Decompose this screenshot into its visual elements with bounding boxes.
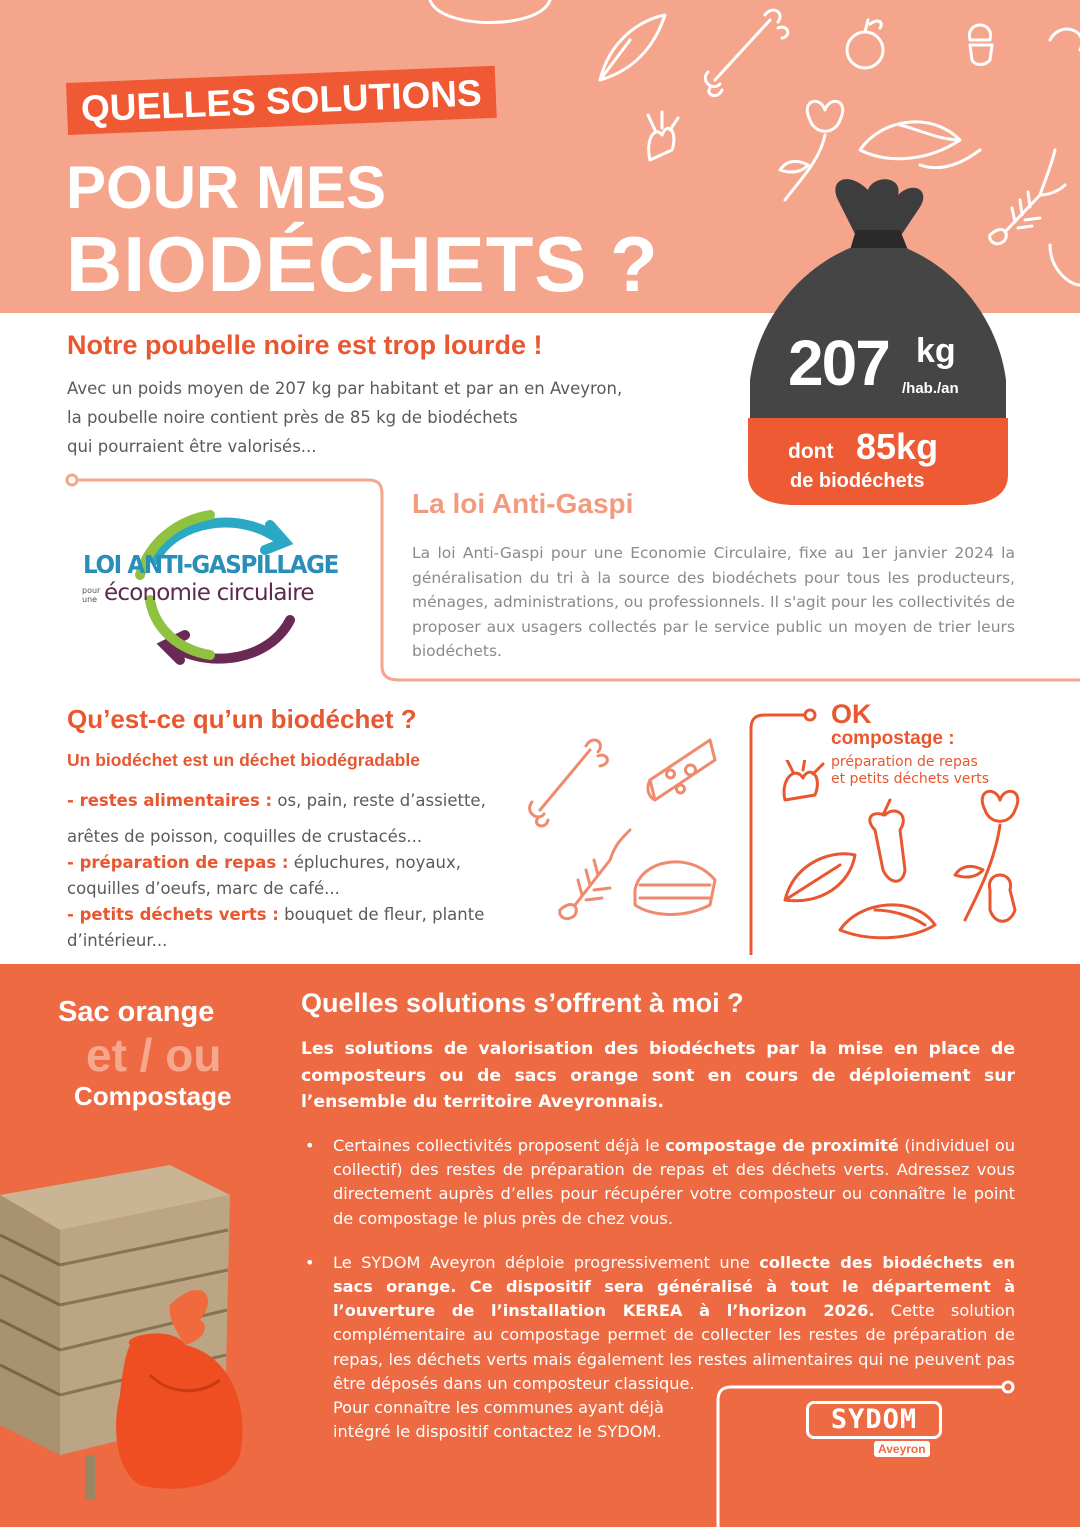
ok-line: préparation de repas (831, 754, 978, 770)
food-waste-icon (520, 720, 730, 930)
sydom-logo (806, 1401, 942, 1439)
bullet-dot-icon: • (305, 1136, 315, 1155)
poubelle-line: Avec un poids moyen de 207 kg par habitant et par an en Aveyron, (67, 379, 623, 398)
logo-pour-une (82, 586, 100, 604)
definition-item: coquilles d’oeufs, marc de café... (67, 879, 340, 898)
bullet-contact-line: intégré le dispositif contactez le SYDOM. (333, 1422, 662, 1442)
bullet-contact-line: Pour connaître les communes ayant déjà (333, 1398, 664, 1418)
sydom-sub: Aveyron (874, 1441, 930, 1457)
bullet-dot-icon: • (305, 1252, 315, 1272)
bag-sub-label: de biodéchets (790, 470, 925, 492)
poubelle-heading: Notre poubelle noire est trop lourde ! (67, 330, 543, 360)
sydom-name: SYDOM (830, 1404, 918, 1435)
law-heading: La loi Anti-Gaspi (412, 488, 634, 519)
definition-item: arêtes de poisson, coquilles de crustacés... (67, 827, 423, 846)
definition-item: - restes alimentaires : os, pain, reste d’assiette, (67, 791, 486, 810)
sidebar-line-2: et / ou (86, 1029, 222, 1081)
solutions-heading: Quelles solutions s’offrent à moi ? (301, 988, 744, 1018)
definition-heading: Qu’est-ce qu’un biodéchet ? (67, 704, 417, 734)
bag-dont: dont (788, 440, 834, 463)
bag-sub-value: 85kg (856, 426, 939, 467)
ok-line: et petits déchets verts (831, 771, 990, 787)
poubelle-line: la poubelle noire contient près de 85 kg de biodéchets (67, 408, 518, 427)
logo-pour: pour (82, 586, 101, 595)
trash-bag-graphic (738, 170, 1018, 515)
definition-item: - petits déchets verts : bouquet de fleur, plante (67, 905, 485, 924)
law-text: La loi Anti-Gaspi pour une Economie Circulaire, fixe au 1er janvier 2024 la généralisation du tri à la source des biodéchets pour tous les producteurs, ménages, administrations, ou professionnels. Il s'agit pour les collectivités de proposer aux usagers collectés par le service public un moyen de trier leurs biodéchets. (412, 544, 1015, 660)
title-line-3: BIODÉCHETS ? (66, 220, 659, 308)
definition-subheading: Un biodéchet est un déchet biodégradable (67, 750, 420, 770)
definition-item: - préparation de repas : épluchures, noyaux, (67, 853, 461, 872)
definition-list (67, 788, 507, 954)
logo-line-1: LOI ANTI-GASPILLAGE (83, 550, 338, 579)
bullet-sacs-orange: • Le SYDOM Aveyron déploie progressivement une collecte des biodéchets en sacs orange. Ce dispositif sera généralisé à tout le département à l’ouverture de l’installation KEREA à l’horizon 2026. Cette solution complémentaire au compostage permet de collecter les restes de préparation de repas, les déchets verts mais également les restes alimentaires qui ne peuvent pas être déposés dans un composteur classique. Pour connaître les communes ayant déjà intégré le dispositif contactez le SYDOM. (305, 1251, 1015, 1445)
poubelle-text (67, 374, 747, 461)
bullet-compostage: • Certaines collectivités proposent déjà le compostage de proximité (individuel ou collectif) des restes de préparation de repas et des déchets verts. Adressez vous directement auprès d’elles pour récupérer votre composteur ou connaître le point de compostage le plus près de chez vous. (305, 1136, 1015, 1228)
compost-items-icon (765, 760, 1065, 955)
compost-bin-icon (0, 1155, 300, 1500)
solutions-intro: Les solutions de valorisation des biodéchets par la mise en place de composteurs ou de sacs orange sont en cours de déploiement sur l’ensemble du territoire Aveyronnais. (301, 1039, 1015, 1112)
sydom-frame-line (700, 1375, 1020, 1527)
logo-line-2: économie circulaire (104, 580, 314, 606)
sidebar-line-1: Sac orange (58, 996, 215, 1028)
ok-title: OK (831, 699, 872, 729)
bag-per: /hab./an (902, 380, 959, 397)
title-tag: QUELLES SOLUTIONS (66, 66, 497, 135)
logo-une: une (82, 595, 98, 604)
title-line-2: POUR MES (66, 154, 387, 221)
sidebar-line-3: Compostage (74, 1081, 232, 1111)
anti-gaspillage-logo (80, 500, 360, 680)
definition-item: d’intérieur... (67, 931, 168, 950)
bag-unit: kg (916, 332, 956, 370)
poubelle-line: qui pourraient être valorisés... (67, 437, 317, 456)
ok-subtitle: compostage : (831, 728, 955, 749)
bag-value: 207 (788, 327, 889, 399)
